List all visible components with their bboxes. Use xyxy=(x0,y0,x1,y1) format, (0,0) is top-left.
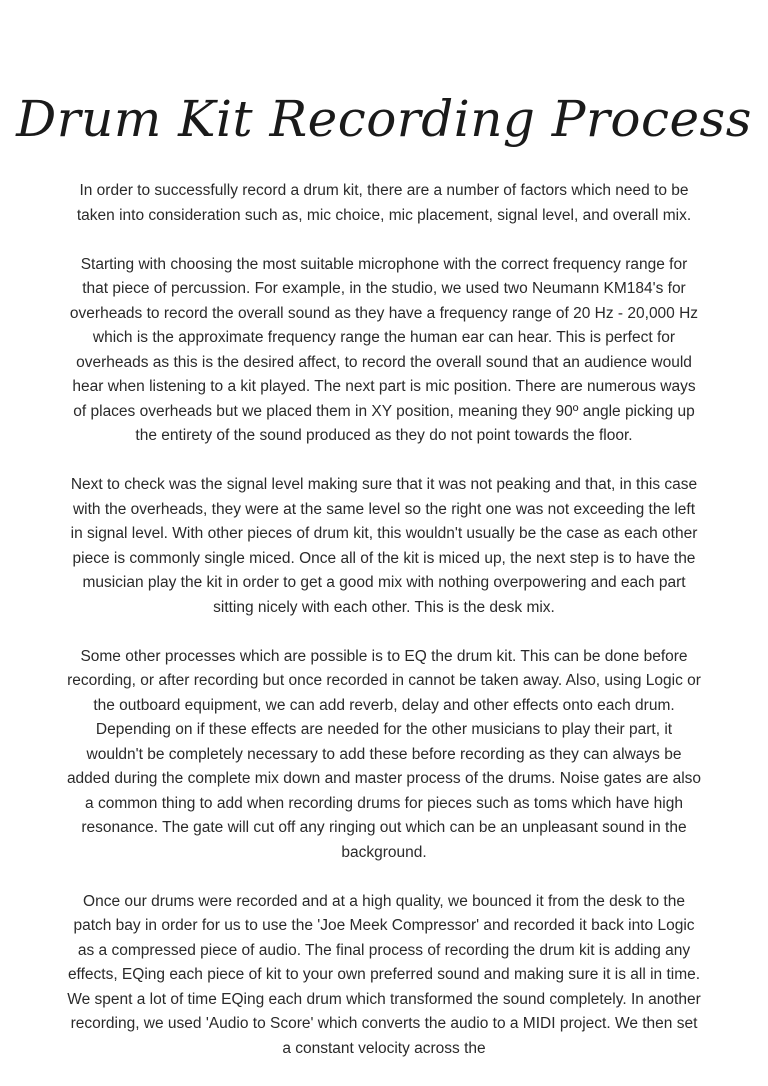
paragraph-microphone-choice: Starting with choosing the most suitable microphone with the correct frequency range for that piece of percussion. For example, in the studio, we used two Neumann KM184's for overheads to record the overall sound as they have a frequency range of 20 Hz - 20,000 Hz which is the approximate frequency range the human ear can hear. This is perfect for overheads as this is the desired affect, to record the overall sound that an audience would hear when listening to a kit played. The next part is mic position. There are numerous ways of places overheads but we placed them in XY position, meaning they 90º angle picking up the entirety of the sound produced as they do not point towards the floor. xyxy=(69,255,699,444)
paragraph-intro: In order to successfully record a drum kit, there are a number of factors which need to be taken into consideration such as, mic choice, mic placement, signal level, and overall mix. xyxy=(76,182,692,224)
document-title: Drum Kit Recording Process xyxy=(16,90,752,148)
paragraph-signal-level: Next to check was the signal level making sure that it was not peaking and that, in this case with the overheads, they were at the same level so the right one was not exceeding the left in signal level. With other pieces of drum kit, this wouldn't usually be the case as each other piece is commonly single miced. Once all of the kit is miced up, the next step is to have the musician play the kit in order to get a good mix with nothing overpowering and each part sitting nicely with each other. This is the desk mix. xyxy=(70,476,698,616)
document-body xyxy=(66,179,702,1086)
paragraph-other-processes: Some other processes which are possible is to EQ the drum kit. This can be done before recording, or after recording but once recorded in cannot be taken away. Also, using Logic or the outboard equipment, we can add reverb, delay and other effects onto each drum. Depending on if these effects are needed for the other musicians to play their part, it wouldn't be completely necessary to add these before recording as they can always be added during the complete mix down and master process of the drums. Noise gates are also a common thing to add when recording drums for pieces such as toms which have high resonance. The gate will cut off any ringing out which can be an unpleasant sound in the background. xyxy=(66,647,702,861)
paragraph-final-process: Once our drums were recorded and at a high quality, we bounced it from the desk to the patch bay in order for us to use the 'Joe Meek Compressor' and recorded it back into Logic as a compressed piece of audio. The final process of recording the drum kit is adding any effects, EQing each piece of kit to your own preferred sound and making sure it is all in time. We spent a lot of time EQing each drum which transformed the sound completely. In another recording, we used 'Audio to Score' which converts the audio to a MIDI project. We then set a constant velocity across the xyxy=(67,892,701,1057)
